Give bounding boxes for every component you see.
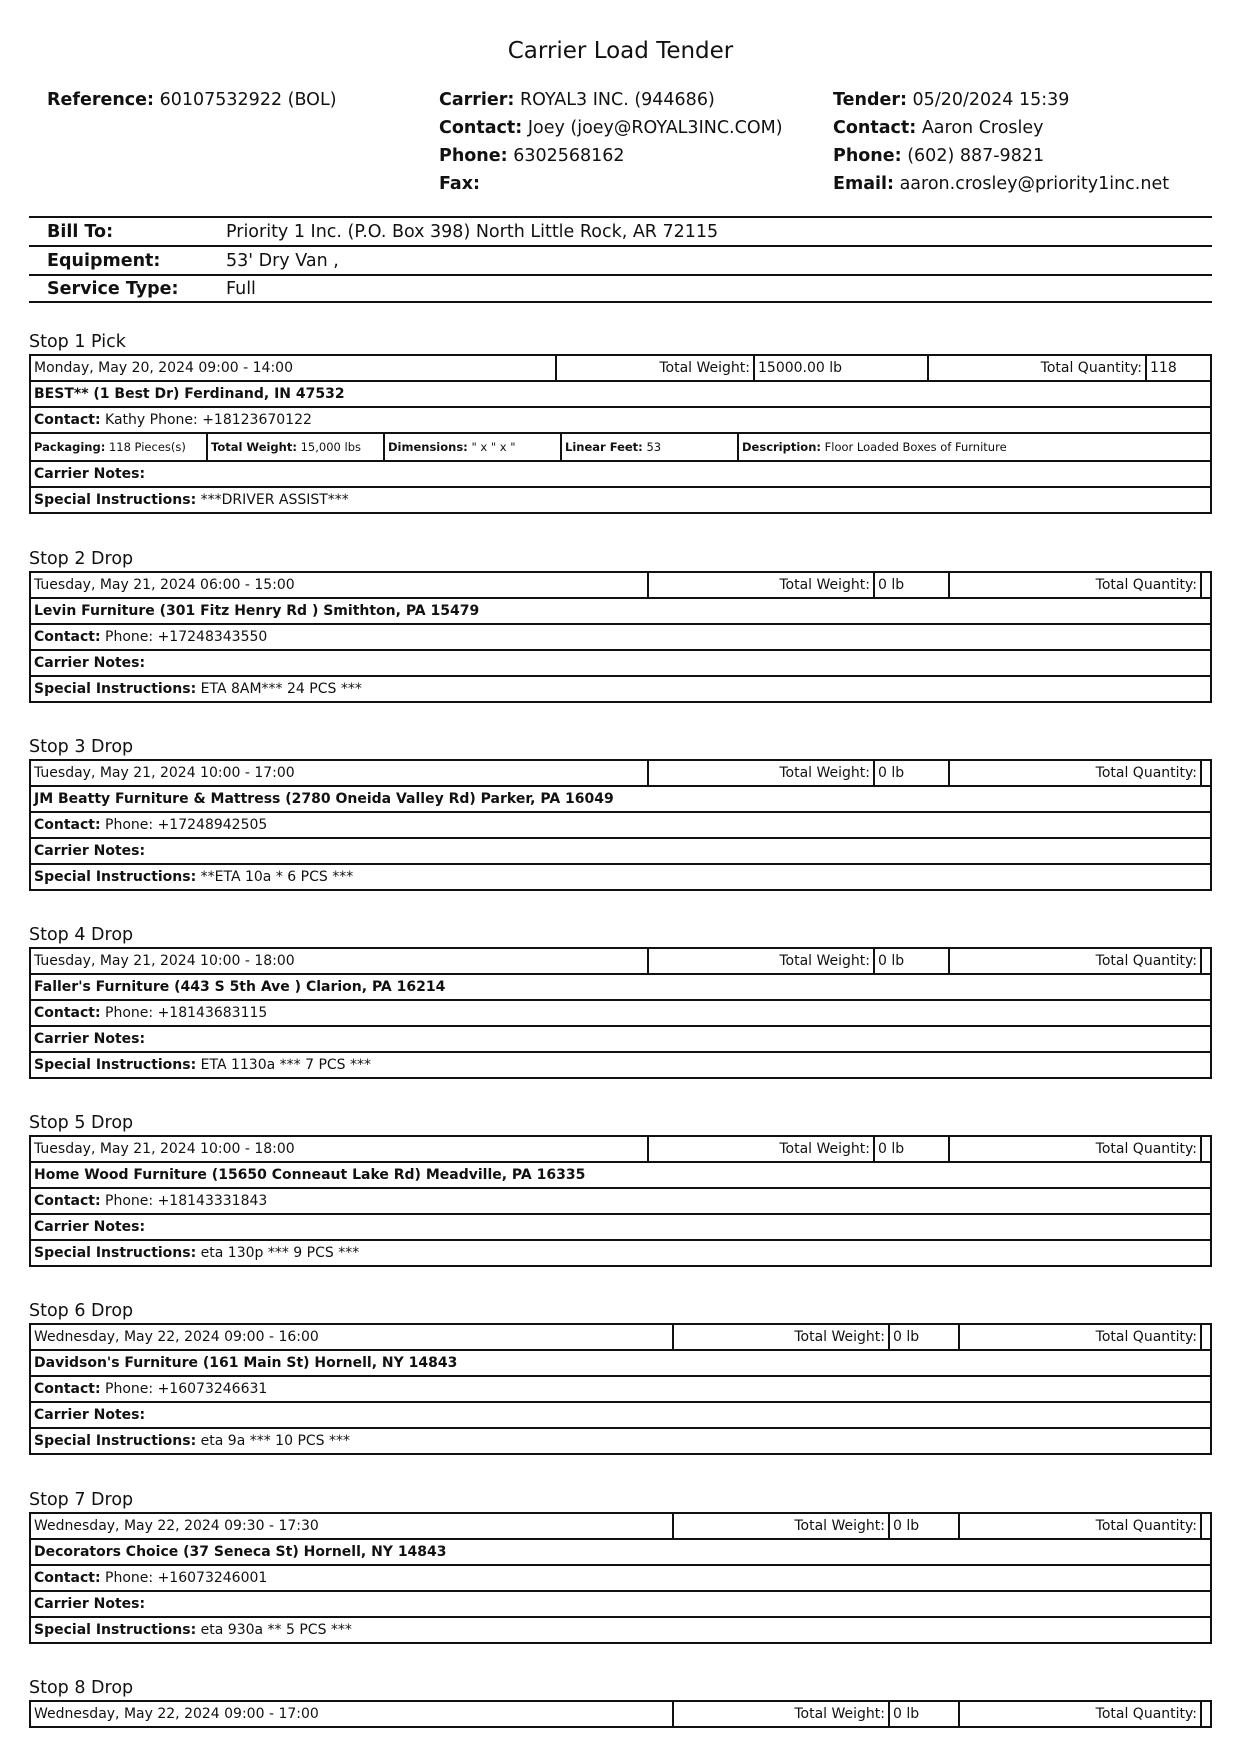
special-instructions-row bbox=[31, 1241, 1210, 1267]
carrier-notes-label: Carrier Notes: bbox=[34, 466, 146, 482]
carrier-notes-label: Carrier Notes: bbox=[34, 1407, 146, 1423]
summary-table bbox=[29, 216, 1212, 303]
packaging-value: 118 Pieces(s) bbox=[108, 440, 186, 454]
contact-label: Contact: bbox=[34, 1005, 101, 1021]
page-title: Carrier Load Tender bbox=[507, 38, 734, 64]
stop-date: Wednesday, May 22, 2024 09:00 - 16:00 bbox=[31, 1325, 674, 1349]
stop-7 bbox=[29, 1488, 1212, 1644]
carrier-notes-label: Carrier Notes: bbox=[34, 1596, 146, 1612]
special-instructions-label: Special Instructions: bbox=[34, 869, 197, 885]
tender-block bbox=[833, 86, 1169, 198]
total-quantity-label: Total Quantity: bbox=[960, 1514, 1202, 1538]
carrier-notes-row bbox=[31, 1403, 1210, 1429]
total-weight-value: 0 lb bbox=[890, 1702, 960, 1726]
equipment-value: 53' Dry Van , bbox=[226, 250, 339, 271]
stop-contact-row bbox=[31, 1566, 1210, 1592]
contact-label: Contact: bbox=[34, 1570, 101, 1586]
stop-box bbox=[29, 354, 1212, 514]
stop-box bbox=[29, 947, 1212, 1079]
bill-to-label: Bill To: bbox=[47, 221, 114, 242]
stop-3 bbox=[29, 735, 1212, 891]
equipment-row bbox=[29, 245, 1212, 274]
bill-to-value: Priority 1 Inc. (P.O. Box 398) North Little Rock, AR 72115 bbox=[226, 221, 719, 242]
stop-box bbox=[29, 1512, 1212, 1644]
contact-label: Contact: bbox=[34, 1381, 101, 1397]
carrier-notes-row bbox=[31, 1592, 1210, 1618]
contact-label: Contact: bbox=[34, 629, 101, 645]
stop-location: Davidson's Furniture (161 Main St) Hornell, NY 14843 bbox=[34, 1355, 458, 1371]
stop-date: Tuesday, May 21, 2024 10:00 - 17:00 bbox=[31, 761, 649, 785]
contact-value: Phone: +16073246631 bbox=[105, 1381, 268, 1397]
total-quantity-label: Total Quantity: bbox=[950, 573, 1202, 597]
stop-location: Decorators Choice (37 Seneca St) Hornell, NY 14843 bbox=[34, 1544, 447, 1560]
tender-email-label: Email: bbox=[833, 174, 894, 194]
stop-1 bbox=[29, 330, 1212, 514]
special-instructions-value: ETA 8AM*** 24 PCS *** bbox=[200, 681, 362, 697]
service-type-value: Full bbox=[226, 278, 256, 299]
special-instructions-label: Special Instructions: bbox=[34, 1433, 197, 1449]
stop-location-row bbox=[31, 382, 1210, 408]
stop-contact-row bbox=[31, 813, 1210, 839]
bill-to-row bbox=[29, 216, 1212, 245]
equipment-label: Equipment: bbox=[47, 250, 161, 271]
carrier-value: ROYAL3 INC. (944686) bbox=[520, 90, 715, 110]
stop-title: Stop 7 Drop bbox=[29, 1490, 134, 1510]
reference-block bbox=[47, 86, 337, 114]
total-quantity-value bbox=[1202, 1514, 1210, 1538]
stop-location-row bbox=[31, 1540, 1210, 1566]
tender-phone-label: Phone: bbox=[833, 146, 902, 166]
dimensions-value: " x " x " bbox=[471, 440, 516, 454]
carrier-notes-row bbox=[31, 651, 1210, 677]
pack-weight-cell bbox=[208, 434, 385, 460]
pack-weight-label: Total Weight: bbox=[211, 440, 297, 454]
tender-label: Tender: bbox=[833, 90, 907, 110]
stop-5 bbox=[29, 1111, 1212, 1267]
total-weight-label: Total Weight: bbox=[649, 761, 875, 785]
special-instructions-row bbox=[31, 1618, 1210, 1644]
special-instructions-label: Special Instructions: bbox=[34, 1622, 197, 1638]
contact-value: Kathy Phone: +18123670122 bbox=[105, 412, 312, 428]
special-instructions-row bbox=[31, 865, 1210, 891]
total-weight-label: Total Weight: bbox=[649, 1137, 875, 1161]
total-quantity-label: Total Quantity: bbox=[960, 1325, 1202, 1349]
stop-6 bbox=[29, 1299, 1212, 1455]
tender-phone-value: (602) 887-9821 bbox=[907, 146, 1045, 166]
stop-date: Tuesday, May 21, 2024 06:00 - 15:00 bbox=[31, 573, 649, 597]
carrier-phone-value: 6302568162 bbox=[513, 146, 625, 166]
special-instructions-row bbox=[31, 677, 1210, 703]
carrier-notes-row bbox=[31, 839, 1210, 865]
carrier-notes-label: Carrier Notes: bbox=[34, 1031, 146, 1047]
total-quantity-label: Total Quantity: bbox=[950, 949, 1202, 973]
stop-head-row bbox=[31, 356, 1210, 382]
stop-head-row bbox=[31, 761, 1210, 787]
total-weight-label: Total Weight: bbox=[649, 573, 875, 597]
special-instructions-row bbox=[31, 1429, 1210, 1455]
special-instructions-value: ETA 1130a *** 7 PCS *** bbox=[200, 1057, 372, 1073]
carrier-notes-label: Carrier Notes: bbox=[34, 655, 146, 671]
special-instructions-row bbox=[31, 488, 1210, 514]
total-weight-value: 0 lb bbox=[890, 1325, 960, 1349]
contact-value: Phone: +18143331843 bbox=[105, 1193, 268, 1209]
dimensions-label: Dimensions: bbox=[388, 440, 468, 454]
total-quantity-label: Total Quantity: bbox=[950, 1137, 1202, 1161]
total-weight-value: 0 lb bbox=[890, 1514, 960, 1538]
total-quantity-value bbox=[1202, 1137, 1210, 1161]
total-weight-label: Total Weight: bbox=[674, 1514, 890, 1538]
stop-title: Stop 2 Drop bbox=[29, 549, 134, 569]
stop-box bbox=[29, 1135, 1212, 1267]
stop-contact-row bbox=[31, 1377, 1210, 1403]
carrier-label: Carrier: bbox=[439, 90, 515, 110]
linear-feet-value: 53 bbox=[646, 440, 662, 454]
stop-contact-row bbox=[31, 625, 1210, 651]
carrier-notes-label: Carrier Notes: bbox=[34, 1219, 146, 1235]
stop-title: Stop 1 Pick bbox=[29, 332, 126, 352]
carrier-contact-label: Contact: bbox=[439, 118, 523, 138]
special-instructions-row bbox=[31, 1053, 1210, 1079]
special-instructions-label: Special Instructions: bbox=[34, 1057, 197, 1073]
contact-label: Contact: bbox=[34, 412, 101, 428]
total-quantity-label: Total Quantity: bbox=[960, 1702, 1202, 1726]
stop-date: Tuesday, May 21, 2024 10:00 - 18:00 bbox=[31, 1137, 649, 1161]
stop-location-row bbox=[31, 975, 1210, 1001]
total-weight-value: 0 lb bbox=[875, 1137, 950, 1161]
stop-title: Stop 4 Drop bbox=[29, 925, 134, 945]
stop-head-row bbox=[31, 949, 1210, 975]
carrier-notes-label: Carrier Notes: bbox=[34, 843, 146, 859]
description-value: Floor Loaded Boxes of Furniture bbox=[824, 440, 1007, 454]
special-instructions-label: Special Instructions: bbox=[34, 492, 197, 508]
stop-head-row bbox=[31, 1325, 1210, 1351]
packaging-label: Packaging: bbox=[34, 440, 106, 454]
stop-title: Stop 3 Drop bbox=[29, 737, 134, 757]
stop-contact-row bbox=[31, 408, 1210, 434]
total-quantity-value: 118 bbox=[1150, 360, 1177, 376]
stop-box bbox=[29, 1700, 1212, 1728]
stop-date: Wednesday, May 22, 2024 09:00 - 17:00 bbox=[31, 1702, 674, 1726]
stop-location: JM Beatty Furniture & Mattress (2780 Oneida Valley Rd) Parker, PA 16049 bbox=[34, 791, 614, 807]
tender-contact-label: Contact: bbox=[833, 118, 917, 138]
stop-title: Stop 8 Drop bbox=[29, 1678, 134, 1698]
stop-2 bbox=[29, 547, 1212, 703]
carrier-phone-label: Phone: bbox=[439, 146, 508, 166]
total-quantity-value bbox=[1202, 1702, 1210, 1726]
tender-value: 05/20/2024 15:39 bbox=[912, 90, 1070, 110]
stop-date: Tuesday, May 21, 2024 10:00 - 18:00 bbox=[31, 949, 649, 973]
total-quantity-value bbox=[1202, 761, 1210, 785]
service-type-label: Service Type: bbox=[47, 278, 179, 299]
total-weight-value: 0 lb bbox=[875, 761, 950, 785]
carrier-block bbox=[439, 86, 783, 198]
stop-head-row bbox=[31, 1702, 1210, 1728]
total-quantity-value bbox=[1202, 573, 1210, 597]
stop-location: Home Wood Furniture (15650 Conneaut Lake Rd) Meadville, PA 16335 bbox=[34, 1167, 586, 1183]
stop-4 bbox=[29, 923, 1212, 1079]
stop-location-row bbox=[31, 787, 1210, 813]
stop-location-row bbox=[31, 1163, 1210, 1189]
total-weight-label: Total Weight: bbox=[649, 949, 875, 973]
stop-box bbox=[29, 1323, 1212, 1455]
stop-8 bbox=[29, 1676, 1212, 1728]
contact-label: Contact: bbox=[34, 1193, 101, 1209]
special-instructions-value: eta 930a ** 5 PCS *** bbox=[200, 1622, 352, 1638]
special-instructions-value: ***DRIVER ASSIST*** bbox=[200, 492, 349, 508]
dimensions-cell bbox=[385, 434, 562, 460]
linear-feet-label: Linear Feet: bbox=[565, 440, 643, 454]
stop-contact-row bbox=[31, 1189, 1210, 1215]
total-weight-label: Total Weight: bbox=[674, 1325, 890, 1349]
stop-location-row bbox=[31, 1351, 1210, 1377]
packaging-row bbox=[31, 434, 1210, 462]
stop-box bbox=[29, 759, 1212, 891]
total-weight-value: 15000.00 lb bbox=[755, 356, 929, 380]
carrier-notes-row bbox=[31, 1027, 1210, 1053]
tender-email-value: aaron.crosley@priority1inc.net bbox=[899, 174, 1170, 194]
total-weight-label: Total Weight: bbox=[674, 1702, 890, 1726]
service-type-row bbox=[29, 274, 1212, 303]
stop-location: BEST** (1 Best Dr) Ferdinand, IN 47532 bbox=[34, 386, 345, 402]
tender-contact-value: Aaron Crosley bbox=[921, 118, 1044, 138]
carrier-contact-value: Joey (joey@ROYAL3INC.COM) bbox=[527, 118, 783, 138]
stop-head-row bbox=[31, 1137, 1210, 1163]
contact-value: Phone: +17248343550 bbox=[105, 629, 268, 645]
stop-head-row bbox=[31, 573, 1210, 599]
stop-box bbox=[29, 571, 1212, 703]
total-weight-value: 0 lb bbox=[875, 573, 950, 597]
special-instructions-value: **ETA 10a * 6 PCS *** bbox=[200, 869, 354, 885]
description-cell bbox=[739, 434, 1210, 460]
stop-location-row bbox=[31, 599, 1210, 625]
stop-head-row bbox=[31, 1514, 1210, 1540]
stop-date: Monday, May 20, 2024 09:00 - 14:00 bbox=[31, 356, 557, 380]
contact-value: Phone: +17248942505 bbox=[105, 817, 268, 833]
special-instructions-label: Special Instructions: bbox=[34, 681, 197, 697]
stop-location: Levin Furniture (301 Fitz Henry Rd ) Smithton, PA 15479 bbox=[34, 603, 480, 619]
total-weight-label: Total Weight: bbox=[557, 356, 755, 380]
carrier-notes-row bbox=[31, 1215, 1210, 1241]
pack-weight-value: 15,000 lbs bbox=[300, 440, 361, 454]
carrier-notes-row bbox=[31, 462, 1210, 488]
stop-location: Faller's Furniture (443 S 5th Ave ) Clarion, PA 16214 bbox=[34, 979, 446, 995]
reference-label: Reference: bbox=[47, 90, 155, 110]
stop-contact-row bbox=[31, 1001, 1210, 1027]
packaging-cell bbox=[31, 434, 208, 460]
reference-value: 60107532922 (BOL) bbox=[159, 90, 337, 110]
special-instructions-value: eta 130p *** 9 PCS *** bbox=[200, 1245, 360, 1261]
stop-date: Wednesday, May 22, 2024 09:30 - 17:30 bbox=[31, 1514, 674, 1538]
contact-label: Contact: bbox=[34, 817, 101, 833]
contact-value: Phone: +18143683115 bbox=[105, 1005, 268, 1021]
description-label: Description: bbox=[742, 440, 821, 454]
total-quantity-label: Total Quantity: bbox=[929, 356, 1147, 380]
special-instructions-label: Special Instructions: bbox=[34, 1245, 197, 1261]
contact-value: Phone: +16073246001 bbox=[105, 1570, 268, 1586]
stop-title: Stop 5 Drop bbox=[29, 1113, 134, 1133]
total-quantity-value bbox=[1202, 1325, 1210, 1349]
stop-title: Stop 6 Drop bbox=[29, 1301, 134, 1321]
total-weight-value: 0 lb bbox=[875, 949, 950, 973]
linear-feet-cell bbox=[562, 434, 739, 460]
carrier-fax-label: Fax: bbox=[439, 174, 481, 194]
total-quantity-label: Total Quantity: bbox=[950, 761, 1202, 785]
special-instructions-value: eta 9a *** 10 PCS *** bbox=[200, 1433, 350, 1449]
total-quantity-value bbox=[1202, 949, 1210, 973]
